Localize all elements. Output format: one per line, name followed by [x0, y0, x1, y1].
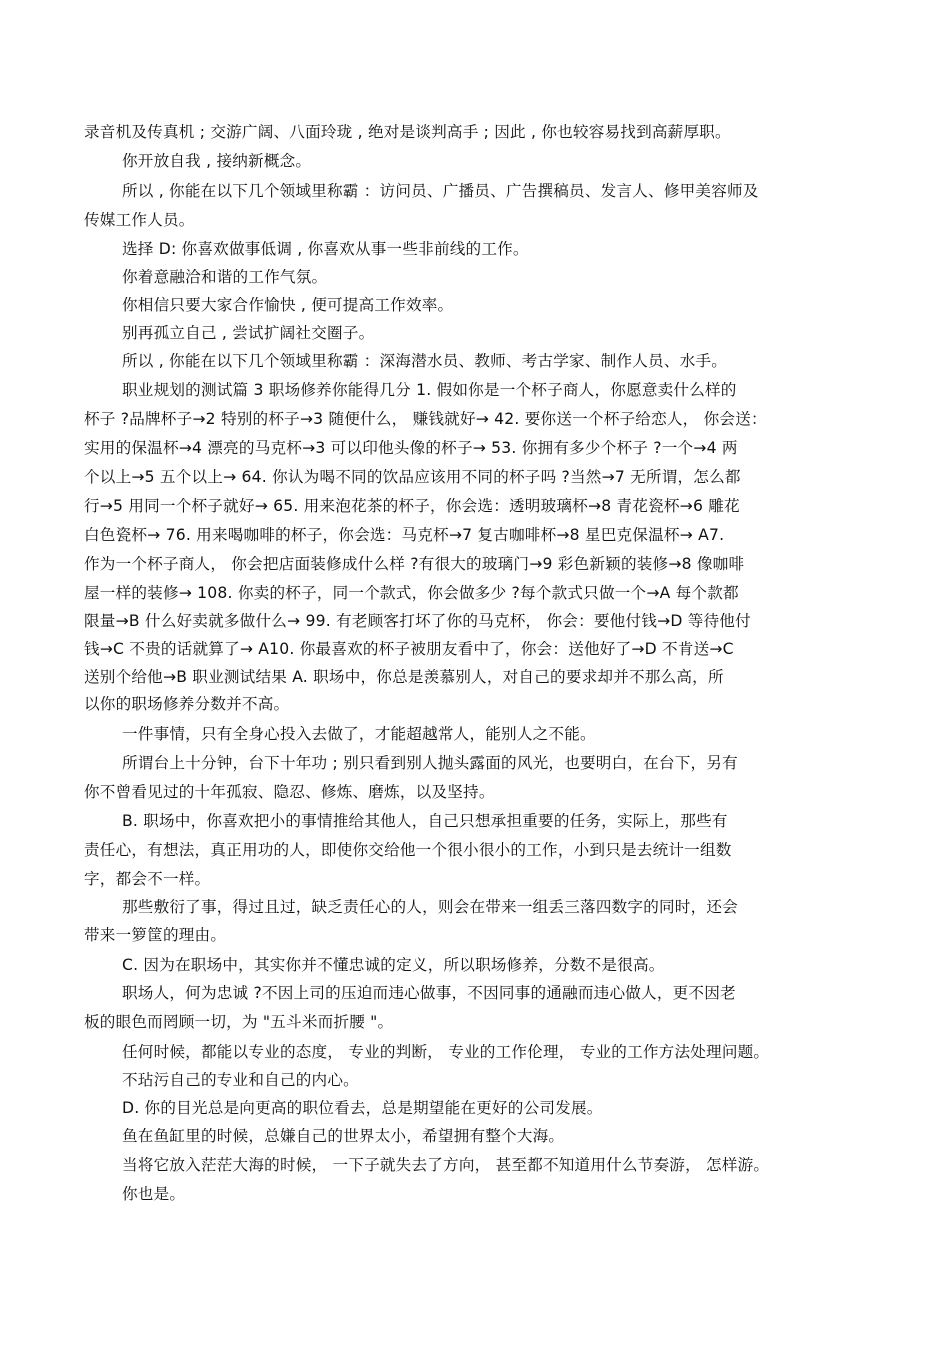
text-line: 带来一箩筐的理由。	[84, 926, 227, 944]
text-line: 送别个给他→B 职业测试结果 A. 职场中，你总是羡慕别人，对自己的要求却并不那么高，所	[84, 668, 724, 686]
text-line: 实用的保温杯→4 漂亮的马克杯→3 可以印他头像的杯子→ 53. 你拥有多少个杯子 ?一个→4 两	[84, 439, 738, 457]
text-line: 杯子 ?品牌杯子→2 特别的杯子→3 随便什么， 赚钱就好→ 42. 要你送一个杯子给恋人， 你会送：	[84, 410, 767, 428]
text-line: 那些敷衍了事，得过且过，缺乏责任心的人，则会在带来一组丢三落四数字的同时，还会	[122, 898, 738, 916]
text-line: 以你的职场修养分数并不高。	[84, 695, 290, 713]
text-line: 钱→C 不贵的话就算了→ A10. 你最喜欢的杯子被朋友看中了，你会：送他好了→D 不肯送→C	[84, 640, 734, 658]
text-line: 作为一个杯子商人， 你会把店面装修成什么样 ?有很大的玻璃门→9 彩色新颖的装修→8 像咖啡	[84, 555, 745, 573]
text-line: 一件事情，只有全身心投入去做了，才能超越常人，能别人之不能。	[122, 725, 596, 743]
text-line: 你相信只要大家合作愉快 , 便可提高工作效率。	[122, 296, 454, 314]
text-line: 不玷污自己的专业和自己的内心。	[122, 1071, 359, 1089]
text-line: 你不曾看见过的十年孤寂、隐忍、修炼、磨炼，以及坚持。	[84, 783, 495, 801]
text-line: D. 你的目光总是向更高的职位看去，总是期望能在更好的公司发展。	[122, 1099, 603, 1117]
text-line: 传媒工作人员。	[84, 211, 195, 229]
text-line: 职业规划的测试篇 3 职场修养你能得几分 1. 假如你是一个杯子商人，你愿意卖什么样的	[122, 381, 737, 399]
text-line: 个以上→5 五个以上→ 64. 你认为喝不同的饮品应该用不同的杯子吗 ?当然→7 无所谓，怎么都	[84, 468, 741, 486]
text-line: 职场人，何为忠诚 ?不因上司的压迫而违心做事，不因同事的通融而违心做人，更不因老	[122, 984, 736, 1002]
text-line: 字，都会不一样。	[84, 870, 211, 888]
text-line: 你着意融洽和谐的工作气氛。	[122, 268, 328, 286]
text-line: 鱼在鱼缸里的时候，总嫌自己的世界太小，希望拥有整个大海。	[122, 1127, 565, 1145]
text-line: 选择 D: 你喜欢做事低调 , 你喜欢从事一些非前线的工作。	[122, 240, 529, 258]
text-line: 屋一样的装修→ 108. 你卖的杯子，同一个款式，你会做多少 ?每个款式只做一个→A 每个款都	[84, 584, 739, 602]
text-line: 白色瓷杯→ 76. 用来喝咖啡的杯子，你会选：马克杯→7 复古咖啡杯→8 星巴克保温杯→ A7.	[84, 526, 725, 544]
text-line: 所谓台上十分钟，台下十年功 ; 别只看到别人抛头露面的风光，也要明白，在台下，另有	[122, 754, 738, 772]
text-line: 所以 , 你能在以下几个领域里称霸 ：深海潜水员、教师、考古学家、制作人员、水手。	[122, 352, 727, 370]
text-line: 任何时候，都能以专业的态度， 专业的判断， 专业的工作伦理， 专业的工作方法处理问题。	[122, 1043, 770, 1061]
text-line: 限量→B 什么好卖就多做什么→ 99. 有老顾客打坏了你的马克杯， 你会：要他付钱→D 等待他付	[84, 612, 751, 630]
text-line: 行→5 用同一个杯子就好→ 65. 用来泡花茶的杯子，你会选：透明玻璃杯→8 青花瓷杯→6 雕花	[84, 497, 740, 515]
text-line: B. 职场中，你喜欢把小的事情推给其他人，自己只想承担重要的任务，实际上，那些有	[122, 812, 728, 830]
text-line: 你开放自我 , 接纳新概念。	[122, 152, 312, 170]
text-line: C. 因为在职场中，其实你并不懂忠诚的定义，所以职场修养，分数不是很高。	[122, 956, 665, 974]
text-line: 当将它放入茫茫大海的时候， 一下子就失去了方向， 甚至都不知道用什么节奏游， 怎样游。	[122, 1156, 770, 1174]
text-line: 你也是。	[122, 1185, 186, 1203]
text-line: 所以 , 你能在以下几个领域里称霸 ：访问员、广播员、广告撰稿员、发言人、修甲美容师及	[122, 182, 759, 200]
text-line: 录音机及传真机 ; 交游广阔、八面玲珑 , 绝对是谈判高手 ; 因此 , 你也较容易找到高薪厚职。	[84, 123, 731, 141]
text-line: 板的眼色而罔顾一切，为 "五斗米而折腰 "。	[84, 1013, 394, 1031]
text-line: 责任心，有想法，真正用功的人，即使你交给他一个很小很小的工作，小到只是去统计一组数	[84, 841, 732, 859]
text-line: 别再孤立自己 , 尝试扩阔社交圈子。	[122, 324, 375, 342]
